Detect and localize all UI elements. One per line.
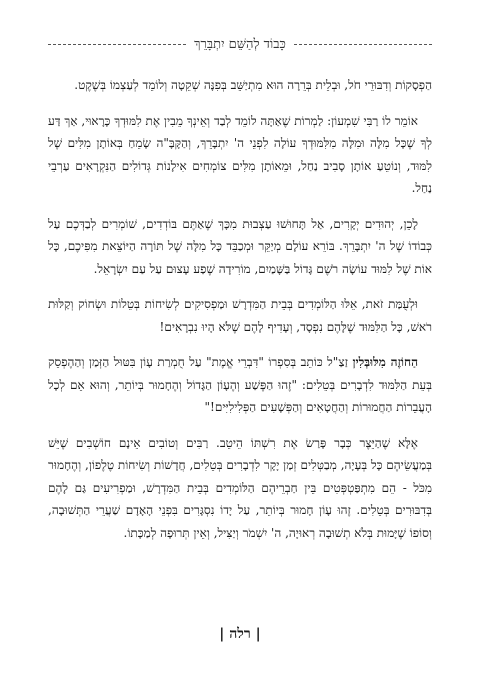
header-title: כָּבוֹד לְהַשֵּׁם יִתְבָּרֵךְ [194, 37, 286, 52]
running-header [48, 36, 432, 52]
paragraph: הַפְסָקוֹת וְדִבּוּרֵי חֹל, וּבְלֵית בְּרֵרָה הוּא מִתְיַשֵּׁב בְּפִנָּה שְׁקֵטָה וְלוֹמֵד לְעַצְמוֹ בְּשֶׁקֶט. [74, 78, 432, 92]
page-number: | רלה | [219, 626, 261, 642]
page-body [48, 74, 432, 557]
paragraph: אוֹמֵר לוֹ רַבִּי שִׁמְעוֹן: לַמְרוֹת שֶׁאַתָּה לוֹמֵד לְבַד וְאֵינְךָ מֵבִין אֶת לִמּוּדְךָ כָּרָאוּי, אַךְ דַּע לְךָ שֶׁכָּל מִלָּה וּמִלָּה מִלִּמּוּדְךָ עוֹלָה לִפְנֵי ה' יִתְבָּרֵךְ, וְהַקָּבָּ"ה שָׂמֵחַ בְּאוֹתָן מִלִּים שֶׁל לִמּוּד, וְנוֹטֵעַ אוֹתָן סָבִיב נַחַל, וּמֵאוֹתָן מִלִּים צוֹמְחִים אִילָנוֹת גְּדוֹלִים הַנִּקְרָאִים עַרְבֵי נַחַל. [48, 113, 432, 195]
paragraph-text: זַצַ"ל כּוֹתֵב בְּסִפְרוֹ "דִּבְרֵי אֱמֶת" עַל חֻמְרַת עָוֹן בִּטּוּל הַזְּמַן וְהַהֶפְסֵק בְּעֵת הַלִּמּוּד לִדְבָרִים בְּטֵלִים: "זֶהוּ הַפֶּשַׁע וְהֶעָוֹן הַגָּדוֹל וְהֶחָמוּר בְּיוֹתֵר, וְהוּא אֵם לְכָל הָעֲבֵרוֹת הַחֲמוּרוֹת וְהַחֲטָאִים וְהַפְּשָׁעִים הַפְּלִילִיִּים!" [48, 355, 432, 414]
paragraph [48, 351, 432, 419]
paragraph: אֶלָּא שֶׁהַיֵּצֶר כְּבָר פָּרַשׂ אֶת רִשְׁתּוֹ הֵיטֵב. רַבִּים וְטוֹבִים אֵינָם חוֹשְׁבִים שֶׁיֵּשׁ בְּמַעֲשֵׂיהֶם כָּל בְּעָיָה, מְבַטְּלִים זְמַן יָקָר לִדְבָרִים בְּטֵלִים, חֲדָשׁוֹת וְשִׂיחוֹת טֶלֶפוֹן, וְהֶחָמוּר מִכֹּל - הֵם מִתְפַּטְפְּטִים בֵּין חַבְרֵיהֶם הַלּוֹמְדִים בְּבֵית הַמִּדְרָשׁ, וּמַפְרִיעִים גַּם לָהֶם בְּדִבּוּרִים בְּטֵלִים. זֶהוּ עָוֹן חָמוּר בְּיוֹתֵר, עַל יָדוֹ נִסְגָּרִים בִּפְנֵי הָאָדָם שַׁעֲרֵי הַתְּשׁוּבָה, וְסוֹפוֹ שֶׁיָּמוּת בְּלֹא תְשׁוּבָה רְאוּיָה, ה' יִשְׁמֹר וְיַצִּיל, וְאֵין תְּרוּפָה לְמַכָּתוֹ. [48, 435, 432, 540]
paragraph: וּלְעֻמַּת זֹאת, אֵלּוּ הַלּוֹמְדִים בְּבֵית הַמִּדְרָשׁ וּמַפְסִיקִים לְשִׂיחוֹת בְּטֵלוֹת וּשְׂחוֹק וְקַלּוּת רֹאשׁ, כָּל הַלִּמּוּד שֶׁלָּהֶם נִפְסָד, וְעָדִיף לָהֶם שֶׁלֹּא הָיוּ נִבְרָאִים! [48, 297, 432, 334]
header-rule-left [48, 44, 186, 45]
header-rule-right [294, 44, 432, 45]
paragraph-lead: הַחוֹזֶה מִלּוּבְּלִין [352, 355, 418, 369]
paragraph: לָכֵן, יְהוּדִים יְקָרִים, אַל תָּחוּשׁוּ עַצְבוּת מִכָּךְ שֶׁאַתֶּם בּוֹדְדִים, שׁוֹמְרִים לְבַדְּכֶם עַל כְּבוֹדוֹ שֶׁל ה' יִתְבָּרֵךְ. בּוֹרֵא עוֹלָם מְיַקֵּר וּמְכַבֵּד כָּל מִלָּה שֶׁל תּוֹרָה הַיּוֹצֵאת מִפִּיכֶם, כָּל אוֹת שֶׁל לִמּוּד עוֹשָׂה רֹשֶׁם גָּדוֹל בַּשָּׁמַיִם, מוֹרִידָה שֶׁפַע עָצוּם עַל עַם יִשְׂרָאֵל. [48, 216, 432, 276]
